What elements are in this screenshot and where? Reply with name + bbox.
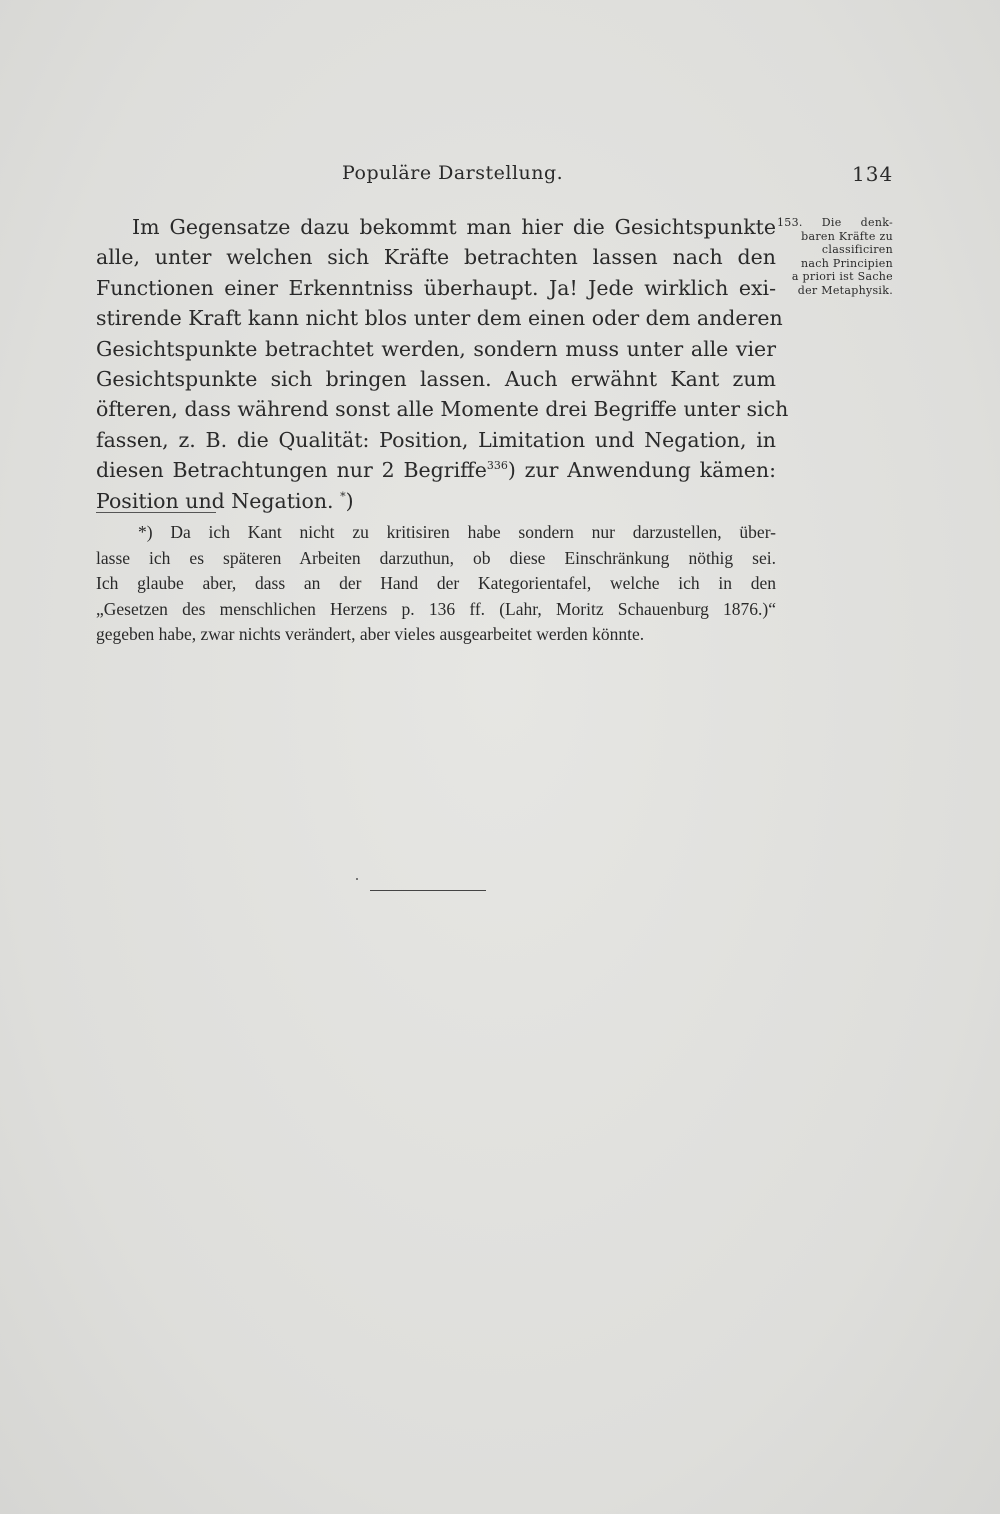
footnote	[96, 520, 776, 648]
text-line: Im Gegensatze dazu bekommt man hier die Gesichtspunkte	[132, 215, 776, 239]
footnote-marker: *	[340, 489, 346, 503]
text-line: alle, unter welchen sich Kräfte betrachten lassen nach den	[96, 245, 776, 270]
margin-note	[777, 216, 893, 297]
footnote-line: „Gesetzen des menschlichen Herzens p. 136 ff. (Lahr, Moritz Schauenburg 1876.)“	[96, 598, 776, 619]
footnote-line: lasse ich es späteren Arbeiten darzuthun, ob diese Einschränkung nöthig sei.	[96, 547, 776, 568]
end-rule	[370, 890, 486, 891]
running-title: Populäre Darstellung.	[342, 162, 564, 184]
margin-note-line: nach Principien	[801, 256, 893, 270]
text-line	[96, 455, 776, 485]
text-line-part: diesen Betrachtungen nur 2 Begriffe	[96, 458, 487, 483]
text-line-part: ) zur Anwendung kämen:	[507, 458, 776, 483]
text-line-part: )	[345, 488, 354, 513]
text-line: öfteren, dass während sonst alle Momente drei Begriffe unter sich	[96, 397, 789, 422]
margin-note-line: baren Kräfte zu	[801, 229, 893, 243]
page-number: 134	[852, 162, 894, 186]
text-line: Gesichtspunkte sich bringen lassen. Auch erwähnt Kant zum	[96, 366, 776, 391]
margin-note-line: der Metaphysik.	[797, 283, 893, 297]
text-line-part: Position und Negation.	[96, 488, 334, 513]
main-paragraph	[96, 212, 789, 516]
footnote-line: Ich glaube aber, dass an der Hand der Kategorientafel, welche ich in den	[96, 573, 776, 593]
margin-note-line: 153. Die denk-	[777, 216, 893, 229]
running-head	[0, 162, 1000, 192]
text-line: fassen, z. B. die Qualität: Position, Limitation und Negation, in	[96, 427, 776, 452]
footnote-line: gegeben habe, zwar nichts verändert, aber vieles ausgearbeitet werden könnte.	[96, 624, 645, 644]
footnote-rule	[96, 512, 216, 513]
reference-superscript: 336	[486, 459, 508, 473]
margin-note-line: a priori ist Sache	[791, 270, 893, 283]
footnote-line: *) Da ich Kant nicht zu kritisiren habe sondern nur darzustellen, über-	[138, 522, 776, 542]
text-line: Functionen einer Erkenntniss überhaupt. Ja! Jede wirklich exi-	[96, 275, 776, 300]
paper-speck	[356, 878, 358, 880]
text-line: stirende Kraft kann nicht blos unter dem einen oder dem anderen	[96, 306, 783, 331]
margin-note-line: classificiren	[821, 243, 893, 256]
text-line: Gesichtspunkte betrachtet werden, sondern muss unter alle vier	[96, 336, 776, 361]
